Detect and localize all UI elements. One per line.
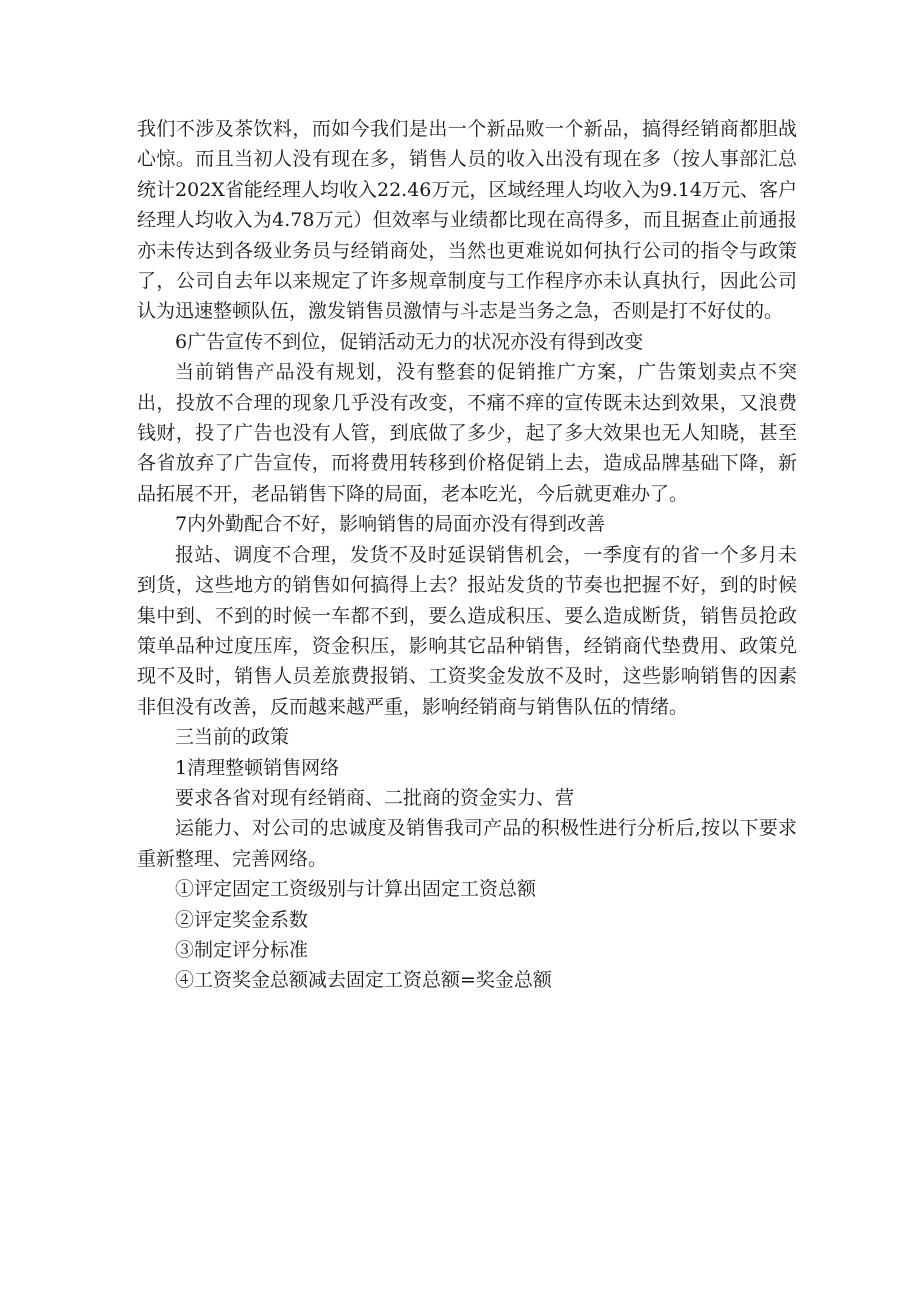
- paragraph-network-requirement: 要求各省对现有经销商、二批商的资金实力、营: [175, 786, 575, 809]
- heading-current-policy: 三当前的政策: [175, 726, 290, 749]
- list-item-scoring-standard: ③制定评分标准: [175, 938, 309, 961]
- list-item-fixed-salary: ①评定固定工资级别与计算出固定工资总额: [175, 878, 537, 901]
- heading-network-cleanup: 1清理整顿销售网络: [175, 756, 340, 779]
- paragraph-sales-efficiency: 我们不涉及茶饮料，而如今我们是出一个新品败一个新品，搞得经销商都胆战心惊。而且当初人没有现在多，销售人员的收入出没有现在多（按人事部汇总统计202X省能经理人均收入22.46万元，区域经理人均收入为9.14万元、客户经理人均收入为4.78万元）但效率与业绩都比现在高得多，而且据查止前通报亦未传达到各级业务员与经销商处，当然也更难说如何执行公司的指令与政策了，公司自去年以来规定了许多规章制度与工作程序亦未认真执行，因此公司认为迅速整顿队伍，激发销售员激情与斗志是当务之急，否则是打不好仗的。: [137, 118, 797, 323]
- list-item-bonus-coefficient: ②评定奖金系数: [175, 908, 309, 931]
- paragraph-coordination: 报站、调度不合理，发货不及时延误销售机会，一季度有的省一个多月未到货，这些地方的销售如何搞得上去？报站发货的节奏也把握不好，到的时候集中到、不到的时候一车都不到，要么造成积压、要么造成断货，销售员抢政策单品种过度压库，资金积压，影响其它品种销售，经销商代垫费用、政策兑现不及时，销售人员差旅费报销、工资奖金发放不及时，这些影响销售的因素非但没有改善，反而越来越严重，影响经销商与销售队伍的情绪。: [137, 543, 797, 718]
- heading-coordination-issue: 7内外勤配合不好，影响销售的局面亦没有得到改善: [175, 513, 606, 536]
- document-body: [137, 114, 797, 996]
- list-item-bonus-total: ④工资奖金总额减去固定工资总额=奖金总额: [175, 969, 552, 992]
- heading-advertising-issue: 6广告宣传不到位，促销活动无力的状况亦没有得到改变: [175, 330, 644, 353]
- paragraph-network-analysis: 运能力、对公司的忠诚度及销售我司产品的积极性进行分析后,按以下要求重新整理、完善网络。: [137, 817, 797, 870]
- paragraph-advertising: 当前销售产品没有规划，没有整套的促销推广方案，广告策划卖点不突出，投放不合理的现象几乎没有改变，不痛不痒的宣传既未达到效果，又浪费钱财，投了广告也没有人管，到底做了多少，起了多大效果也无人知晓，甚至各省放弃了广告宣传，而将费用转移到价格促销上去，造成品牌基础下降，新品拓展不开，老品销售下降的局面，老本吃光，今后就更难办了。: [137, 361, 797, 505]
